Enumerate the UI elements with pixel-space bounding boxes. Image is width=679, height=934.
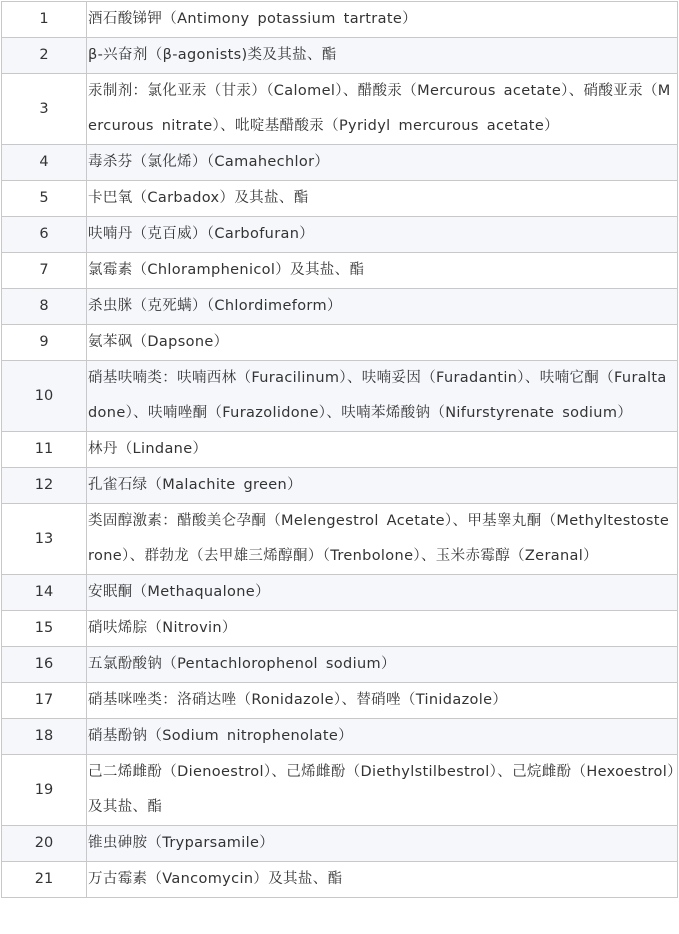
table-row	[2, 575, 678, 611]
substance-name: 锥虫砷胺（Tryparsamile）	[87, 826, 678, 862]
row-number: 16	[2, 647, 87, 683]
row-number: 9	[2, 325, 87, 361]
table-row	[2, 719, 678, 755]
substance-name: 呋喃丹（克百威）（Carbofuran）	[87, 217, 678, 253]
substance-name: 氨苯砜（Dapsone）	[87, 325, 678, 361]
substance-name: 杀虫脒（克死螨）（Chlordimeform）	[87, 289, 678, 325]
table-row	[2, 74, 678, 145]
substance-name: 五氯酚酸钠（Pentachlorophenol sodium）	[87, 647, 678, 683]
row-number: 1	[2, 2, 87, 38]
row-number: 4	[2, 145, 87, 181]
substance-name: 卡巴氧（Carbadox）及其盐、酯	[87, 181, 678, 217]
row-number: 10	[2, 361, 87, 432]
row-number: 8	[2, 289, 87, 325]
substance-name: 己二烯雌酚（Dienoestrol）、己烯雌酚（Diethylstilbestrol）、己烷雌酚（Hexoestrol）及其盐、酯	[87, 755, 678, 826]
table-row	[2, 181, 678, 217]
row-number: 21	[2, 862, 87, 898]
row-number: 18	[2, 719, 87, 755]
table-row	[2, 2, 678, 38]
row-number: 3	[2, 74, 87, 145]
table-row	[2, 38, 678, 74]
row-number: 17	[2, 683, 87, 719]
table-row	[2, 611, 678, 647]
row-number: 19	[2, 755, 87, 826]
table-row	[2, 253, 678, 289]
substance-name: β-兴奋剂（β-agonists)类及其盐、酯	[87, 38, 678, 74]
substance-name: 硝呋烯腙（Nitrovin）	[87, 611, 678, 647]
table-row	[2, 504, 678, 575]
row-number: 5	[2, 181, 87, 217]
table-row	[2, 862, 678, 898]
row-number: 12	[2, 468, 87, 504]
substance-name: 汞制剂：氯化亚汞（甘汞）（Calomel）、醋酸汞（Mercurous acetate）、硝酸亚汞（Mercurous nitrate）、吡啶基醋酸汞（Pyridyl mercurous acetate）	[87, 74, 678, 145]
row-number: 11	[2, 432, 87, 468]
substance-name: 硝基呋喃类：呋喃西林（Furacilinum）、呋喃妥因（Furadantin）、呋喃它酮（Furaltadone）、呋喃唑酮（Furazolidone）、呋喃苯烯酸钠（Nifurstyrenate sodium）	[87, 361, 678, 432]
substance-name: 孔雀石绿（Malachite green）	[87, 468, 678, 504]
table-row	[2, 755, 678, 826]
row-number: 14	[2, 575, 87, 611]
table-body	[2, 2, 678, 898]
table-row	[2, 289, 678, 325]
substance-name: 安眠酮（Methaqualone）	[87, 575, 678, 611]
table-row	[2, 647, 678, 683]
row-number: 15	[2, 611, 87, 647]
table-row	[2, 432, 678, 468]
table-row	[2, 468, 678, 504]
substance-name: 万古霉素（Vancomycin）及其盐、酯	[87, 862, 678, 898]
substance-name: 酒石酸锑钾（Antimony potassium tartrate）	[87, 2, 678, 38]
table-row	[2, 826, 678, 862]
substance-name: 硝基咪唑类：洛硝达唑（Ronidazole）、替硝唑（Tinidazole）	[87, 683, 678, 719]
substance-name: 毒杀芬（氯化烯）（Camahechlor）	[87, 145, 678, 181]
table-row	[2, 217, 678, 253]
substance-name: 类固醇激素：醋酸美仑孕酮（Melengestrol Acetate）、甲基睾丸酮（Methyltestosterone）、群勃龙（去甲雄三烯醇酮）（Trenbolone）、玉米赤霉醇（Zeranal）	[87, 504, 678, 575]
table-row	[2, 145, 678, 181]
table-row	[2, 361, 678, 432]
row-number: 13	[2, 504, 87, 575]
row-number: 2	[2, 38, 87, 74]
substance-name: 氯霉素（Chloramphenicol）及其盐、酯	[87, 253, 678, 289]
row-number: 7	[2, 253, 87, 289]
row-number: 6	[2, 217, 87, 253]
table-row	[2, 325, 678, 361]
prohibited-substances-table	[1, 1, 678, 898]
substance-name: 硝基酚钠（Sodium nitrophenolate）	[87, 719, 678, 755]
row-number: 20	[2, 826, 87, 862]
substance-name: 林丹（Lindane）	[87, 432, 678, 468]
table-row	[2, 683, 678, 719]
